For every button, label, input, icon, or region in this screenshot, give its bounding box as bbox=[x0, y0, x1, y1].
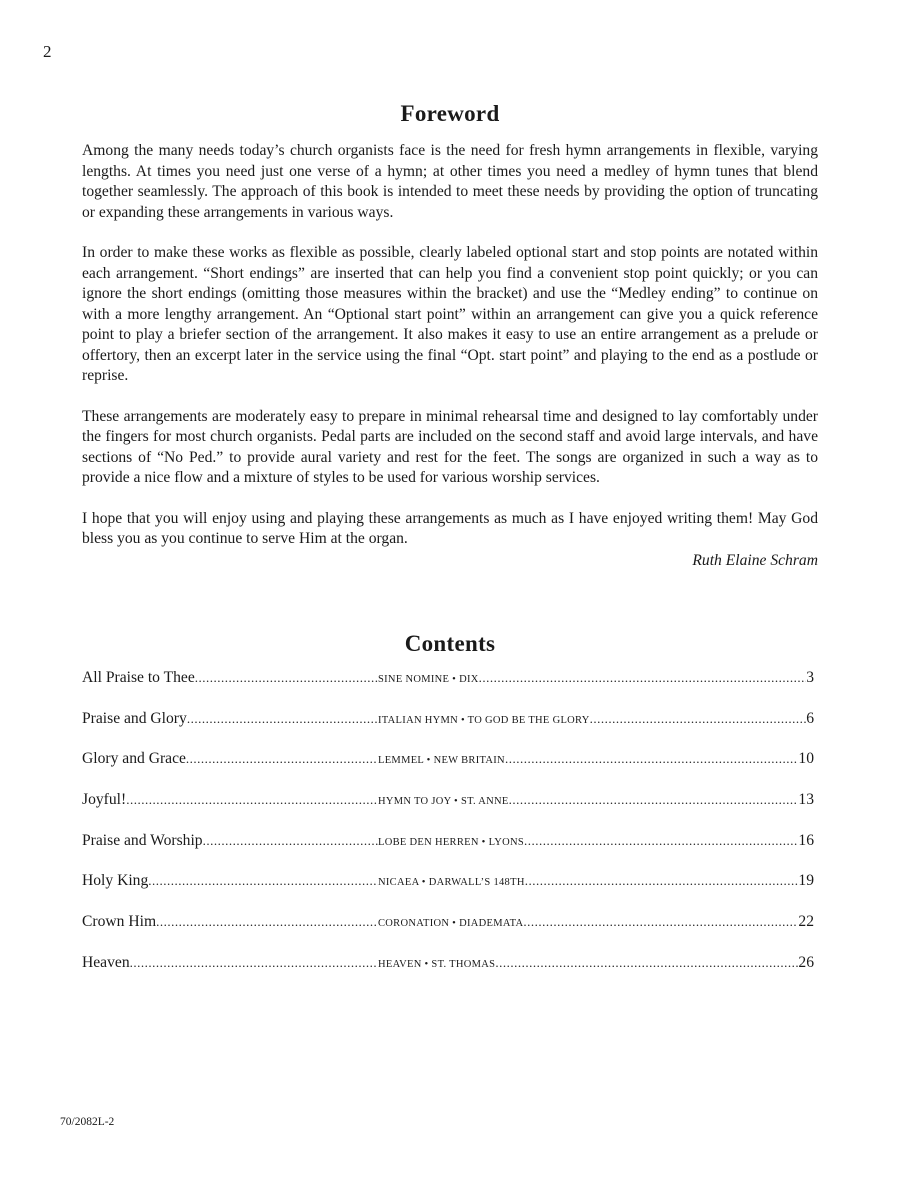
toc-page-number: 26 bbox=[798, 953, 814, 971]
toc-title: All Praise to Thee bbox=[82, 669, 195, 686]
author-signature: Ruth Elaine Schram bbox=[692, 551, 818, 569]
dot-leader bbox=[505, 751, 798, 767]
dot-leader bbox=[525, 873, 799, 889]
catalog-number: 70/2082L-2 bbox=[60, 1116, 115, 1128]
toc-page-number: 3 bbox=[806, 669, 814, 686]
dot-leader bbox=[187, 711, 378, 727]
dot-leader bbox=[590, 711, 807, 727]
toc-tunes: SINE NOMINE • DIX bbox=[378, 674, 479, 685]
foreword-paragraph: These arrangements are moderately easy to prepare in minimal rehearsal time and designed to lay comfortably under the fingers for most church organists. Pedal parts are included on the second staff and avoid large intervals, and have sections of “No Ped.” to provide aural variety and rest for the feet. The songs are organized in such a way as to provide a nice flow and a mixture of styles to be used for various worship services. bbox=[82, 407, 818, 486]
contents-title: Contents bbox=[404, 631, 496, 656]
dot-leader bbox=[523, 914, 798, 930]
table-of-contents bbox=[82, 669, 814, 995]
toc-tunes: LEMMEL • NEW BRITAIN bbox=[378, 755, 505, 767]
toc-page-number: 22 bbox=[798, 913, 814, 931]
dot-leader bbox=[126, 792, 378, 808]
toc-tunes: HYMN TO JOY • ST. ANNE bbox=[378, 796, 509, 808]
foreword-paragraph: I hope that you will enjoy using and playing these arrangements as much as I have enjoyed writing them! May God bless you as you continue to serve Him at the organ. bbox=[82, 509, 818, 547]
toc-row[interactable] bbox=[82, 832, 814, 873]
toc-title: Glory and Grace bbox=[82, 750, 186, 768]
toc-row[interactable] bbox=[82, 791, 814, 832]
toc-page-number: 13 bbox=[798, 791, 814, 809]
toc-title: Crown Him bbox=[82, 913, 157, 931]
toc-tunes: LOBE DEN HERREN • LYONS bbox=[378, 836, 525, 848]
dot-leader bbox=[495, 955, 798, 971]
toc-page-number: 10 bbox=[798, 750, 814, 768]
toc-row[interactable] bbox=[82, 913, 814, 954]
foreword-title: Foreword bbox=[400, 101, 500, 126]
page-number: 2 bbox=[43, 42, 52, 61]
toc-page-number: 16 bbox=[798, 831, 814, 849]
toc-page-number: 6 bbox=[806, 709, 814, 727]
foreword-body bbox=[82, 141, 818, 571]
toc-tunes: CORONATION • DIADEMATA bbox=[378, 918, 524, 930]
dot-leader bbox=[130, 955, 378, 971]
toc-title: Holy King bbox=[82, 872, 149, 890]
toc-row[interactable] bbox=[82, 750, 814, 791]
toc-title: Praise and Glory bbox=[82, 709, 187, 727]
dot-leader bbox=[148, 873, 378, 889]
toc-title: Joyful! bbox=[82, 791, 127, 809]
dot-leader bbox=[479, 670, 807, 686]
toc-tunes: HEAVEN • ST. THOMAS bbox=[378, 958, 496, 970]
dot-leader bbox=[156, 914, 378, 930]
toc-row[interactable] bbox=[82, 669, 814, 710]
toc-title: Heaven bbox=[82, 953, 130, 971]
toc-tunes: NICAEA • DARWALL’S 148TH bbox=[378, 877, 525, 889]
toc-tunes: ITALIAN HYMN • TO GOD BE THE GLORY bbox=[378, 714, 590, 726]
dot-leader bbox=[195, 670, 378, 686]
toc-row[interactable] bbox=[82, 954, 814, 995]
dot-leader bbox=[524, 833, 798, 849]
foreword-paragraph: In order to make these works as flexible as possible, clearly labeled optional start and stop points are notated within each arrangement. “Short endings” are inserted that can help you find a convenient stop point quickly; or you can ignore the short endings (omitting those measures within the bracket) and use the “Medley ending” to continue on with a more lengthy arrangement. An “Optional start point” within an arrangement can give you a quick reference point to play a briefer section of the arrangement. It also makes it easy to use an entire arrangement as a prelude or offertory, then an excerpt later in the service using the final “Opt. start point” and playing to the end as a postlude or reprise. bbox=[82, 244, 818, 384]
foreword-paragraph: Among the many needs today’s church organists face is the need for fresh hymn arrangements in flexible, varying lengths. At times you need just one verse of a hymn; at other times you need a medley of hymn tunes that blend together seamlessly. The approach of this book is intended to meet these needs by providing the option of truncating or expanding these arrangements in various ways. bbox=[82, 142, 818, 221]
toc-row[interactable] bbox=[82, 872, 814, 913]
dot-leader bbox=[186, 751, 378, 767]
toc-title: Praise and Worship bbox=[82, 831, 203, 849]
dot-leader bbox=[509, 792, 799, 808]
toc-page-number: 19 bbox=[798, 872, 814, 890]
toc-row[interactable] bbox=[82, 710, 814, 751]
dot-leader bbox=[203, 833, 378, 849]
